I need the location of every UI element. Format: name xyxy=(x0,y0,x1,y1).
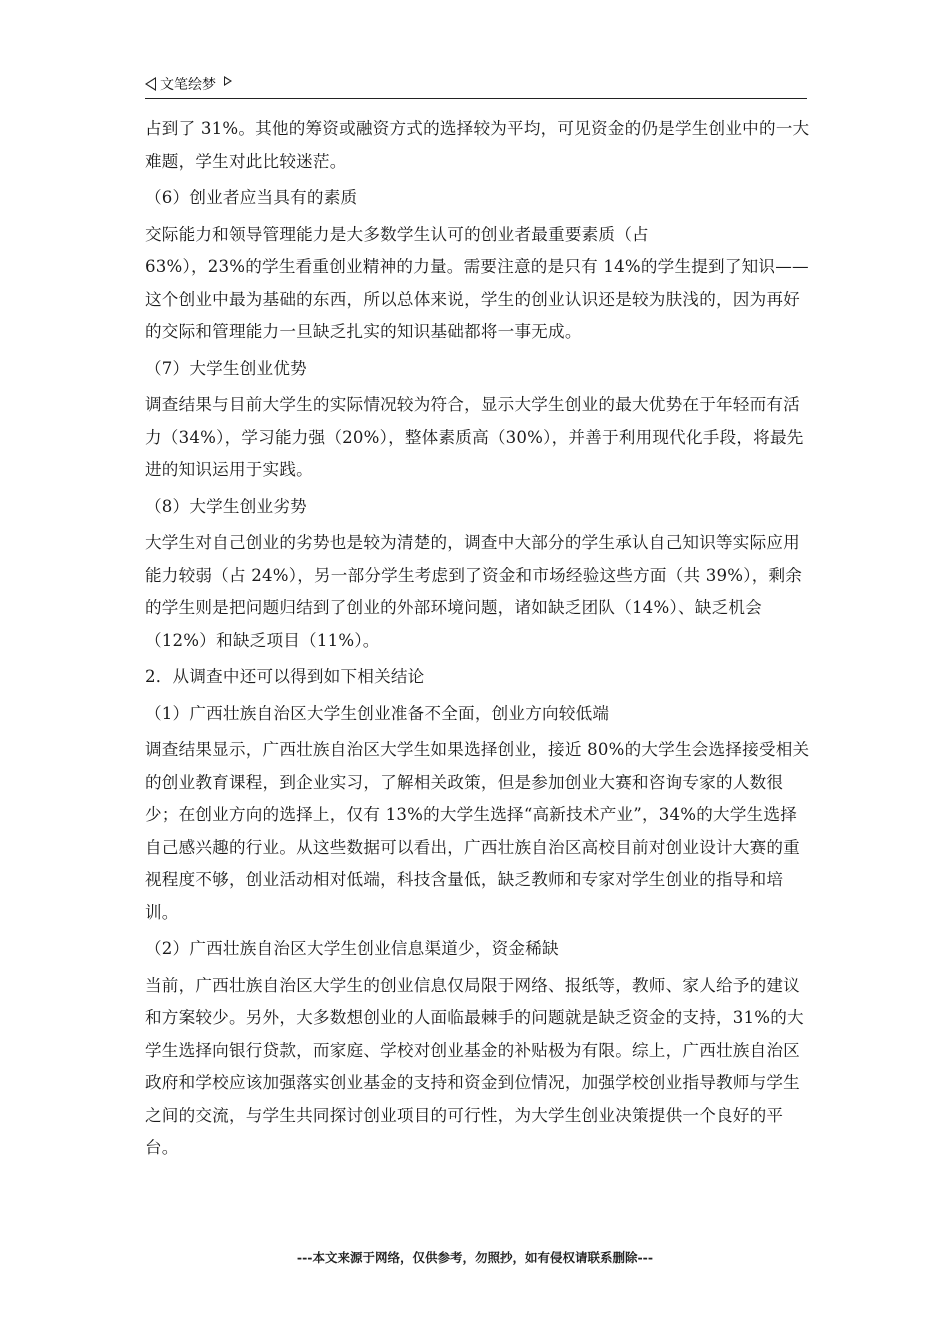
paragraph-conclusion-1: 调查结果显示，广西壮族自治区大学生如果选择创业，接近 80%的大学生会选择接受相关的创业教育课程，到企业实习，了解相关政策，但是参加创业大赛和咨询专家的人数很少；在创业方向的选择上，仅有 13%的大学生选择“高新技术产业”，34%的大学生选择自己感兴趣的行业。从这些数据可以看出，广西壮族自治区高校目前对创业设计大赛的重视程度不够，创业活动相对低端，科技含量低，缺乏教师和专家对学生创业的指导和培训。 xyxy=(145,740,810,922)
heading-conclusions: 2．从调查中还可以得到如下相关结论 xyxy=(145,667,425,686)
brand-logo xyxy=(145,74,232,94)
paragraph-disadvantages: 大学生对自己创业的劣势也是较为清楚的，调查中大部分的学生承认自己知识等实际应用能力较弱（占 24%），另一部分学生考虑到了资金和市场经验这些方面（共 39%），剩余的学生则是把问题归结到了创业的外部环境问题，诸如缺乏团队（14%）、缺乏机会（12%）和缺乏项目（11%）。 xyxy=(145,533,803,650)
triangle-left-icon xyxy=(145,77,156,91)
heading-conclusion-1: （1）广西壮族自治区大学生创业准备不全面，创业方向较低端 xyxy=(145,703,610,723)
brand-name: 文笔绘梦 xyxy=(160,77,216,93)
paragraph-financing: 占到了 31%。其他的筹资或融资方式的选择较为平均，可见资金的仍是学生创业中的一大难题，学生对此比较迷茫。 xyxy=(145,119,810,171)
heading-student-disadvantages: （8）大学生创业劣势 xyxy=(145,496,307,516)
paragraph-qualities-line1: 交际能力和领导管理能力是大多数学生认可的创业者最重要素质（占 xyxy=(145,224,649,244)
page-header xyxy=(145,72,807,99)
paragraph-qualities-rest: 63%），23%的学生看重创业精神的力量。需要注意的是只有 14%的学生提到了知识——这个创业中最为基础的东西，所以总体来说，学生的创业认识还是较为肤浅的，因为再好的交际和管理能力一旦缺乏扎实的知识基础都将一事无成。 xyxy=(145,257,809,341)
paragraph-advantages: 调查结果与目前大学生的实际情况较为符合，显示大学生创业的最大优势在于年轻而有活力（34%），学习能力强（20%），整体素质高（30%），并善于利用现代化手段，将最先进的知识运用于实践。 xyxy=(145,395,804,479)
paragraph-qualities xyxy=(145,219,810,349)
heading-entrepreneur-qualities: （6）创业者应当具有的素质 xyxy=(145,188,358,207)
paragraph-conclusion-2: 当前，广西壮族自治区大学生的创业信息仅局限于网络、报纸等，教师、家人给予的建议和方案较少。另外，大多数想创业的人面临最棘手的问题就是缺乏资金的支持，31%的大学生选择向银行贷款，而家庭、学校对创业基金的补贴极为有限。综上，广西壮族自治区政府和学校应该加强落实创业基金的支持和资金到位情况，加强学校创业指导教师与学生之间的交流，与学生共同探讨创业项目的可行性，为大学生创业决策提供一个良好的平台。 xyxy=(145,975,804,1157)
document-body xyxy=(145,113,810,1169)
heading-student-advantages: （7）大学生创业优势 xyxy=(145,358,307,378)
footer-disclaimer: ---本文来源于网络，仅供参考，勿照抄，如有侵权请联系删除--- xyxy=(296,1250,654,1265)
triangle-right-icon xyxy=(224,76,232,86)
heading-conclusion-2: （2）广西壮族自治区大学生创业信息渠道少，资金稀缺 xyxy=(145,939,559,958)
